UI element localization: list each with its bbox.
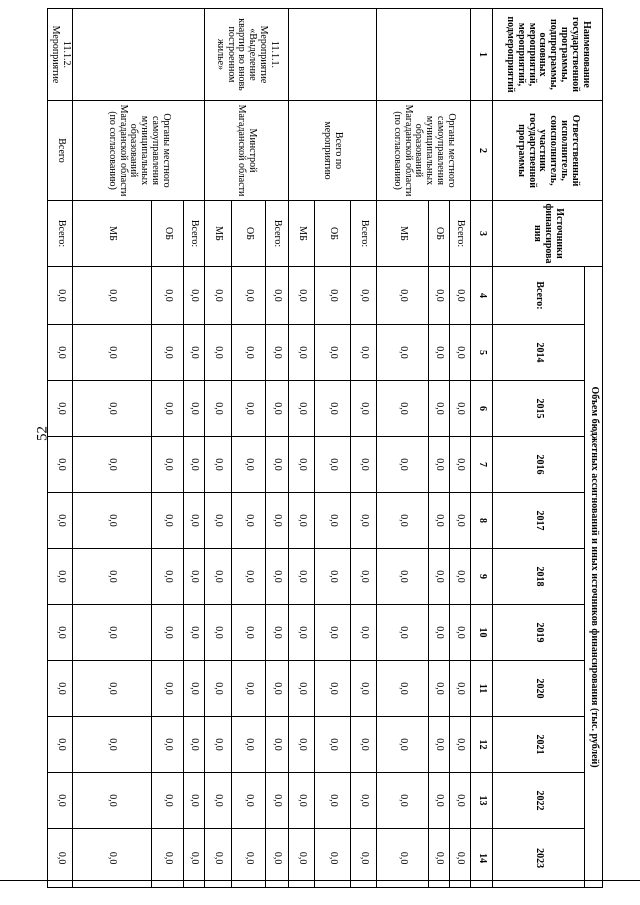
value-cell: 0,0: [351, 661, 377, 717]
value-cell: 0,0: [184, 325, 205, 381]
value-cell: 0,0: [152, 661, 184, 717]
value-cell: 0,0: [266, 773, 289, 829]
page-number: 52: [34, 426, 51, 441]
header-year: 2014: [493, 325, 585, 381]
column-number: 14: [471, 829, 493, 888]
value-cell: 0,0: [232, 661, 266, 717]
value-cell: 0,0: [289, 773, 315, 829]
program-name-cell: [73, 9, 205, 101]
value-cell: 0,0: [289, 381, 315, 437]
value-cell: 0,0: [232, 773, 266, 829]
value-cell: 0,0: [205, 661, 232, 717]
header-year: 2021: [493, 717, 585, 773]
value-cell: 0,0: [377, 325, 429, 381]
value-cell: 0,0: [351, 717, 377, 773]
value-cell: 0,0: [73, 773, 152, 829]
value-cell: 0,0: [205, 605, 232, 661]
value-cell: 0,0: [429, 381, 450, 437]
value-cell: 0,0: [232, 493, 266, 549]
header-name: Наименование государственной программы, подпрограммы, основных мероприятий, мероприятий, подмероприятий: [493, 9, 603, 101]
rotated-page: [50, 8, 603, 887]
value-cell: 0,0: [48, 549, 73, 605]
header-year: 2023: [493, 829, 585, 888]
value-cell: 0,0: [48, 605, 73, 661]
column-number: 2: [471, 101, 493, 201]
value-cell: 0,0: [315, 437, 351, 493]
responsible-cell: Минстрой Магаданской области: [205, 101, 289, 201]
value-cell: 0,0: [266, 267, 289, 325]
value-cell: 0,0: [315, 717, 351, 773]
value-cell: 0,0: [315, 829, 351, 888]
value-cell: 0,0: [289, 267, 315, 325]
header-year: 2017: [493, 493, 585, 549]
value-cell: 0,0: [266, 549, 289, 605]
value-cell: 0,0: [205, 437, 232, 493]
value-cell: 0,0: [184, 717, 205, 773]
program-name-cell: [289, 9, 377, 101]
value-cell: 0,0: [315, 381, 351, 437]
value-cell: 0,0: [205, 493, 232, 549]
value-cell: 0,0: [429, 605, 450, 661]
value-cell: 0,0: [152, 325, 184, 381]
source-cell: Всего:: [351, 201, 377, 267]
header-source: Источники финансирова ния: [493, 201, 603, 267]
source-cell: МБ: [289, 201, 315, 267]
value-cell: 0,0: [266, 661, 289, 717]
column-number: 11: [471, 661, 493, 717]
value-cell: 0,0: [429, 267, 450, 325]
value-cell: 0,0: [450, 661, 471, 717]
value-cell: 0,0: [429, 437, 450, 493]
value-cell: 0,0: [48, 661, 73, 717]
value-cell: 0,0: [315, 493, 351, 549]
value-cell: 0,0: [289, 549, 315, 605]
value-cell: 0,0: [377, 605, 429, 661]
value-cell: 0,0: [232, 381, 266, 437]
responsible-cell: Органы местного самоуправления муниципальных образований Магаданской области (по согласованию): [73, 101, 205, 201]
value-cell: 0,0: [205, 267, 232, 325]
column-number: 3: [471, 201, 493, 267]
value-cell: 0,0: [289, 717, 315, 773]
value-cell: 0,0: [184, 829, 205, 888]
value-cell: 0,0: [377, 381, 429, 437]
value-cell: 0,0: [152, 717, 184, 773]
value-cell: 0,0: [289, 829, 315, 888]
value-cell: 0,0: [377, 661, 429, 717]
source-cell: Всего:: [450, 201, 471, 267]
value-cell: 0,0: [429, 773, 450, 829]
value-cell: 0,0: [266, 493, 289, 549]
value-cell: 0,0: [48, 437, 73, 493]
value-cell: 0,0: [450, 437, 471, 493]
value-cell: 0,0: [184, 549, 205, 605]
column-number: 13: [471, 773, 493, 829]
column-number: 1: [471, 9, 493, 101]
value-cell: 0,0: [184, 381, 205, 437]
value-cell: 0,0: [73, 661, 152, 717]
value-cell: 0,0: [184, 773, 205, 829]
table-row: [184, 9, 205, 888]
column-number: 5: [471, 325, 493, 381]
value-cell: 0,0: [289, 493, 315, 549]
value-cell: 0,0: [184, 605, 205, 661]
value-cell: 0,0: [232, 717, 266, 773]
value-cell: 0,0: [289, 437, 315, 493]
value-cell: 0,0: [73, 493, 152, 549]
responsible-cell: Всего по мероприятию: [289, 101, 377, 201]
value-cell: 0,0: [429, 325, 450, 381]
value-cell: 0,0: [184, 493, 205, 549]
header-responsible: Ответственный исполнитель, соисполнитель, участник государственной программы: [493, 101, 603, 201]
value-cell: 0,0: [73, 267, 152, 325]
value-cell: 0,0: [48, 829, 73, 888]
column-number: 12: [471, 717, 493, 773]
header-year: 2020: [493, 661, 585, 717]
value-cell: 0,0: [152, 493, 184, 549]
value-cell: 0,0: [450, 325, 471, 381]
header-year: 2015: [493, 381, 585, 437]
source-cell: ОБ: [315, 201, 351, 267]
responsible-cell: Органы местного самоуправления муниципальных образований Магаданской области (по согласованию): [377, 101, 471, 201]
value-cell: 0,0: [48, 493, 73, 549]
table-row: [351, 9, 377, 888]
value-cell: 0,0: [289, 605, 315, 661]
value-cell: 0,0: [450, 829, 471, 888]
value-cell: 0,0: [73, 325, 152, 381]
value-cell: 0,0: [429, 661, 450, 717]
value-cell: 0,0: [73, 381, 152, 437]
value-cell: 0,0: [377, 493, 429, 549]
value-cell: 0,0: [315, 325, 351, 381]
value-cell: 0,0: [450, 717, 471, 773]
value-cell: 0,0: [232, 549, 266, 605]
source-cell: МБ: [73, 201, 152, 267]
value-cell: 0,0: [266, 437, 289, 493]
value-cell: 0,0: [232, 605, 266, 661]
value-cell: 0,0: [184, 267, 205, 325]
value-cell: 0,0: [450, 773, 471, 829]
value-cell: 0,0: [232, 325, 266, 381]
value-cell: 0,0: [73, 829, 152, 888]
value-cell: 0,0: [152, 605, 184, 661]
value-cell: 0,0: [289, 325, 315, 381]
source-cell: ОБ: [152, 201, 184, 267]
source-cell: Всего:: [48, 201, 73, 267]
value-cell: 0,0: [73, 717, 152, 773]
value-cell: 0,0: [377, 437, 429, 493]
source-cell: ОБ: [232, 201, 266, 267]
value-cell: 0,0: [152, 381, 184, 437]
footer-rule: [0, 880, 640, 881]
header-total: Всего:: [493, 267, 585, 325]
value-cell: 0,0: [205, 549, 232, 605]
header-year: 2016: [493, 437, 585, 493]
value-cell: 0,0: [377, 267, 429, 325]
value-cell: 0,0: [48, 717, 73, 773]
value-cell: 0,0: [377, 773, 429, 829]
value-cell: 0,0: [351, 437, 377, 493]
value-cell: 0,0: [377, 549, 429, 605]
value-cell: 0,0: [351, 267, 377, 325]
source-cell: МБ: [377, 201, 429, 267]
value-cell: 0,0: [450, 267, 471, 325]
value-cell: 0,0: [315, 661, 351, 717]
value-cell: 0,0: [429, 549, 450, 605]
value-cell: 0,0: [152, 773, 184, 829]
value-cell: 0,0: [266, 381, 289, 437]
value-cell: 0,0: [152, 549, 184, 605]
value-cell: 0,0: [351, 493, 377, 549]
header-year: 2018: [493, 549, 585, 605]
program-name-cell: [377, 9, 471, 101]
value-cell: 0,0: [73, 605, 152, 661]
value-cell: 0,0: [232, 437, 266, 493]
value-cell: 0,0: [266, 717, 289, 773]
financing-table: [47, 8, 603, 888]
value-cell: 0,0: [73, 549, 152, 605]
value-cell: 0,0: [205, 773, 232, 829]
value-cell: 0,0: [184, 661, 205, 717]
value-cell: 0,0: [232, 829, 266, 888]
value-cell: 0,0: [377, 829, 429, 888]
value-cell: 0,0: [351, 773, 377, 829]
column-number: 4: [471, 267, 493, 325]
value-cell: 0,0: [205, 717, 232, 773]
program-name-cell: 11.1.1. Мероприятие «Выделение квартир во вновь построенном жилье»: [205, 9, 289, 101]
value-cell: 0,0: [48, 381, 73, 437]
column-number: 10: [471, 605, 493, 661]
value-cell: 0,0: [351, 325, 377, 381]
value-cell: 0,0: [205, 829, 232, 888]
value-cell: 0,0: [73, 437, 152, 493]
program-name-cell: 11.1.2. Мероприятие: [48, 9, 73, 101]
value-cell: 0,0: [152, 829, 184, 888]
value-cell: 0,0: [429, 717, 450, 773]
value-cell: 0,0: [351, 549, 377, 605]
header-year: 2022: [493, 773, 585, 829]
value-cell: 0,0: [429, 493, 450, 549]
value-cell: 0,0: [450, 549, 471, 605]
column-number: 9: [471, 549, 493, 605]
value-cell: 0,0: [184, 437, 205, 493]
value-cell: 0,0: [315, 267, 351, 325]
source-cell: МБ: [205, 201, 232, 267]
value-cell: 0,0: [48, 267, 73, 325]
header-year: 2019: [493, 605, 585, 661]
value-cell: 0,0: [351, 605, 377, 661]
value-cell: 0,0: [152, 437, 184, 493]
value-cell: 0,0: [205, 325, 232, 381]
value-cell: 0,0: [377, 717, 429, 773]
column-number: 7: [471, 437, 493, 493]
table-row: [48, 9, 73, 888]
responsible-cell: Всего: [48, 101, 73, 201]
value-cell: 0,0: [232, 267, 266, 325]
table-row: [266, 9, 289, 888]
value-cell: 0,0: [351, 381, 377, 437]
value-cell: 0,0: [266, 325, 289, 381]
source-cell: ОБ: [429, 201, 450, 267]
header-volume: Объем бюджетных ассигнований и иных источников финансирования (тыс. рублей): [585, 267, 603, 888]
value-cell: 0,0: [450, 493, 471, 549]
value-cell: 0,0: [315, 605, 351, 661]
column-number: 8: [471, 493, 493, 549]
value-cell: 0,0: [48, 773, 73, 829]
table-row: [450, 9, 471, 888]
value-cell: 0,0: [315, 549, 351, 605]
value-cell: 0,0: [266, 829, 289, 888]
value-cell: 0,0: [315, 773, 351, 829]
value-cell: 0,0: [351, 829, 377, 888]
source-cell: Всего:: [266, 201, 289, 267]
value-cell: 0,0: [289, 661, 315, 717]
value-cell: 0,0: [48, 325, 73, 381]
value-cell: 0,0: [450, 605, 471, 661]
source-cell: Всего:: [184, 201, 205, 267]
value-cell: 0,0: [205, 381, 232, 437]
value-cell: 0,0: [266, 605, 289, 661]
value-cell: 0,0: [429, 829, 450, 888]
column-number: 6: [471, 381, 493, 437]
value-cell: 0,0: [152, 267, 184, 325]
value-cell: 0,0: [450, 381, 471, 437]
